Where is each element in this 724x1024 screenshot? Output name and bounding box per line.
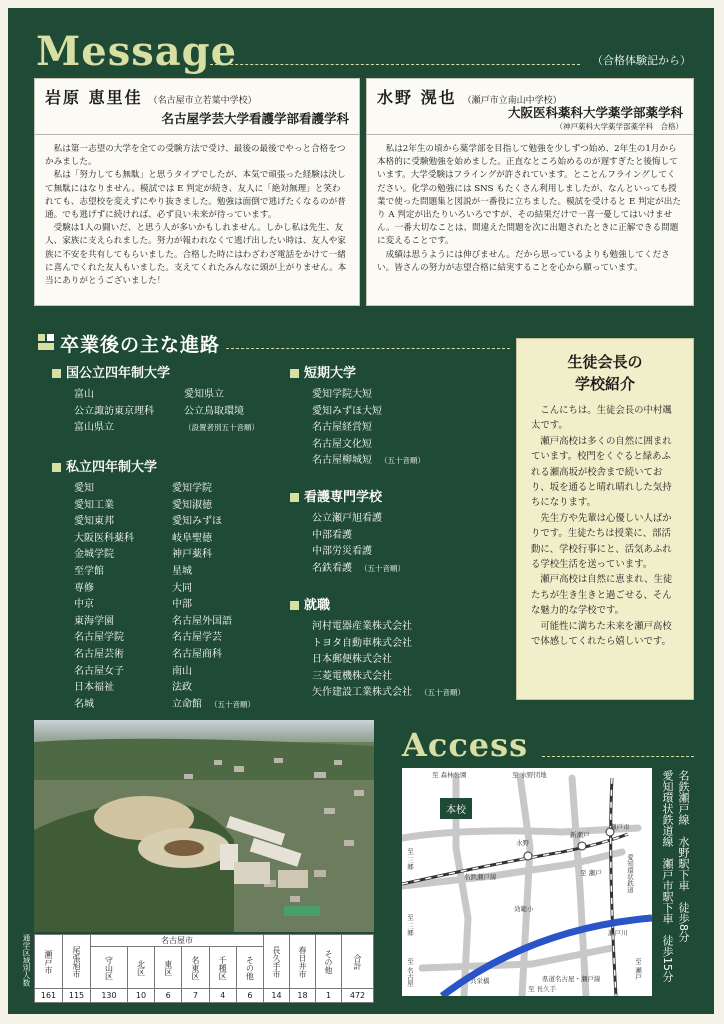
list-item: 名城 (74, 698, 94, 710)
list-item: 名古屋商科 (172, 648, 222, 660)
map-label: 至 名古屋 (406, 958, 414, 987)
table-header: 千種区 (218, 955, 228, 980)
president-para: 瀬戸高校は自然に恵まれ、生徒たちが生き生きと過ごせる、そんな魅力的な学校です。 (531, 574, 673, 617)
map-label: 愛知環状鉄道 (626, 854, 634, 893)
list-item: 岐阜聖徳 (172, 532, 212, 544)
table-header: 長久手市 (272, 945, 281, 978)
list-item: 神戸薬科 (172, 549, 212, 561)
group-heading: 私立四年制大学 (66, 460, 158, 475)
student-other-pass: （神戸薬科大学薬学部薬学科 合格） (555, 122, 683, 131)
table-cell: 6 (236, 989, 263, 1003)
stats-table (34, 934, 374, 1003)
list-item: 至学館 (74, 565, 104, 577)
table-header: 春日井市 (298, 945, 307, 978)
bullet-square-icon (290, 601, 299, 610)
table-cell: 18 (290, 989, 316, 1003)
campus-aerial-photo (34, 720, 374, 932)
access-rule (542, 756, 694, 757)
group-private (52, 456, 292, 717)
group-heading: 看護専門学校 (304, 490, 383, 505)
testimonial-para: 私は2年生の頃から薬学部を目指して勉強を少しずつ始め、2年生の1月から本格的に受験勉強を始めました。正直なところ始めるのが遅すぎたと後悔しています。大学受験はフライングが許されています。とことんフライングしてください。化学の勉強には SNS もたくさん利用しましたが、なんといっても授業で使った問題集と図説が一番役に立ちました。模試を受けると E 判定が出たり A 判定が出たりいろいろですが、その結果だけで一喜一憂してはいけません。一番大切なことは、間違えた問題を次に出題されたときに正解できる問題に変えることです。 (377, 144, 681, 247)
group-national (52, 362, 292, 439)
map-label: 瀬戸市 (610, 823, 630, 831)
list-item: 大同 (172, 582, 192, 594)
testimonial-para: 私は「努力しても無駄」と思うタイプでしたが、本気で頑張った経験は決して無駄にはなりません。模試では E 判定が続き、友人に「絶対無理」と笑われても、志望校を変えずにやり抜きました。勉強は面倒で逃げたくなるのが普通。でも逃げずに続ければ、必ず良い未来が待っています。 (45, 170, 346, 221)
list-item: 金城学院 (74, 549, 114, 561)
map-label: 至 瀬戸 (580, 869, 602, 877)
table-group-header: 名古屋市 (91, 935, 264, 947)
table-cell: 161 (35, 989, 63, 1003)
map-school-marker: 本校 (440, 798, 472, 819)
page (8, 8, 714, 1014)
testimonial-para: 受験は1人の闘いだ、と思う人が多いかもしれません。しかし私は先生、友人、家族に支えられました。努力が報われなくて逃げ出したい時は、友人や家族に不安を共有してもらいました。合格した時にはわざわざ電話をかけて一緒に喜んでくれた友人もいました。支えてくれたみんなに頭が上がりません。本当にありがとうございました！ (45, 223, 347, 287)
map-label: 至 三郷 (406, 914, 414, 936)
group-junior (290, 362, 510, 470)
map-label: 至 森林公園 (432, 771, 467, 779)
list-item: 中部 (172, 599, 192, 611)
list-item: 名古屋外国語 (172, 615, 232, 627)
group-heading: 就職 (304, 598, 331, 613)
bullet-square-icon (290, 493, 299, 502)
list-item: 公立瀬戸旭看護 (312, 513, 382, 524)
president-para: 先生方や先輩は心優しい人ばかりです。生徒たちは授業に、部活動に、学校行事にと、活気あふれる学校生活を送っています。 (531, 512, 672, 571)
table-cell: 10 (127, 989, 154, 1003)
table-cell: 130 (91, 989, 128, 1003)
list-item: 名古屋経営短 (312, 422, 372, 434)
map-label: 至 長久手 (528, 985, 557, 993)
list-item: 名鉄看護 (312, 562, 352, 574)
list-item: 法政 (172, 682, 192, 694)
table-cell: 7 (182, 989, 209, 1003)
list-item: 矢作建設工業株式会社 (312, 687, 412, 699)
access-line-1: 名鉄瀬戸線 水野駅下車 徒歩8分 (677, 770, 690, 942)
list-item: 日本郵便株式会社 (312, 654, 392, 666)
access-line-2: 愛知環状鉄道線 瀬戸市駅下車 徒歩15分 (661, 770, 674, 982)
list-note: （五十音順） (360, 563, 405, 573)
president-box (516, 338, 694, 700)
list-item: 富山県立 (74, 422, 114, 434)
list-item: 中部看護 (312, 529, 352, 541)
list-item: 三菱電機株式会社 (312, 670, 392, 682)
student-name: 水野 滉也 (377, 88, 457, 107)
message-tag: （合格体験記から） (592, 54, 691, 67)
map-label: 瀬戸川 (608, 929, 628, 937)
list-item: 名古屋芸術 (74, 648, 124, 660)
career-title: 卒業後の主な進路 (60, 334, 221, 356)
list-item: 南山 (172, 665, 192, 677)
map-label: 共栄橋 (470, 977, 490, 985)
list-item: 公立諏訪東京理科 (74, 405, 154, 417)
list-item: 中部労災看護 (312, 546, 372, 558)
president-para: 瀬戸高校は多くの自然に囲まれています。校門をくぐると緑あふれる瀬高坂が校舎まで続いており、坂を通ると晴れ晴れした気持ちになります。 (531, 435, 672, 509)
student-dept: 名古屋学芸大学看護学部看護学科 (161, 111, 349, 126)
list-item: 立命館 (172, 698, 202, 710)
message-rule (210, 64, 580, 65)
list-item: 名古屋女子 (74, 665, 124, 677)
list-item: 愛知東邦 (74, 516, 114, 528)
map-label: 新瀬戸 (570, 831, 590, 839)
table-cell: 115 (63, 989, 91, 1003)
list-item: 愛知淑徳 (172, 499, 212, 511)
list-item: 星城 (172, 565, 192, 577)
testimonial-card-1 (34, 78, 360, 306)
list-item: 名古屋学芸 (172, 632, 222, 644)
table-header: その他 (324, 949, 333, 974)
group-job (290, 594, 516, 702)
testimonial-para: 私は第一志望の大学を全ての受験方法で受け、最後の最後でやっと合格をつかみました。 (45, 144, 346, 168)
table-cell: 6 (155, 989, 182, 1003)
map-label: 水野 (516, 839, 529, 847)
bullet-square-icon (290, 369, 299, 378)
map-label: 至 瀬戸 (634, 958, 642, 980)
list-item: 愛知みずほ (172, 516, 222, 528)
president-title: 生徒会長の (567, 353, 643, 371)
list-item: 大阪医科薬科 (74, 532, 134, 544)
table-header: 名東区 (190, 955, 200, 980)
list-item: 富山 (74, 389, 94, 400)
group-nursing (290, 486, 510, 577)
list-item: トヨタ自動車株式会社 (312, 637, 412, 649)
president-subtitle: 学校紹介 (574, 375, 635, 393)
list-item: 名古屋文化短 (312, 438, 372, 450)
student-school: （名古屋市立若葉中学校） (148, 96, 257, 106)
bullet-square-icon (52, 463, 61, 472)
table-row (35, 989, 374, 1003)
list-item: 愛知学院 (172, 483, 212, 494)
table-header: その他 (245, 955, 255, 980)
president-para: こんにちは。生徒会長の中村颯太です。 (531, 405, 672, 432)
map-label: 至 水野団地 (512, 771, 547, 779)
list-item: 愛知学院大短 (312, 389, 372, 400)
list-item: 愛知 (74, 483, 94, 494)
group-heading: 国公立四年制大学 (66, 366, 171, 381)
student-name: 岩原 恵里佳 (45, 88, 143, 107)
bullet-square-icon (52, 369, 61, 378)
list-item: 公立鳥取環境 (184, 405, 244, 417)
stats-label: 通学区域別人数 (22, 934, 31, 987)
list-item: 日本福祉 (74, 682, 114, 694)
table-cell: 472 (342, 989, 374, 1003)
list-item: 愛知みずほ大短 (312, 405, 382, 417)
student-school: （瀬戸市立南山中学校） (462, 96, 562, 106)
list-item: 中京 (74, 599, 94, 611)
student-dept: 大阪医科薬科大学薬学部薬学科 (507, 105, 683, 120)
message-title: Message (36, 28, 238, 75)
list-note: （五十音順） (420, 688, 465, 698)
testimonial-card-2 (366, 78, 694, 306)
list-item: 名古屋学院 (74, 632, 124, 644)
table-header: 守山区 (104, 955, 114, 980)
access-map (402, 768, 652, 996)
testimonial-para: 成績は思うようには伸びません。だから思っているよりも勉強してください。皆さんの努力が志望合格に結実することを心から願っています。 (377, 249, 670, 273)
section-square-icon (38, 334, 54, 350)
table-cell: 1 (316, 989, 342, 1003)
map-label: 至 三郷 (406, 848, 414, 870)
list-item: 愛知県立 (184, 389, 224, 400)
group-heading: 短期大学 (304, 366, 357, 381)
map-label: 効範小 (514, 905, 534, 913)
list-note: （五十音順） (380, 456, 425, 466)
list-item: 東海学園 (74, 615, 114, 627)
list-note: （設置者別五十音順） (184, 423, 259, 433)
table-header: 北区 (136, 959, 146, 976)
table-cell: 14 (264, 989, 290, 1003)
access-title: Access (402, 726, 529, 764)
list-item: 名古屋柳城短 (312, 455, 372, 467)
table-header: 東区 (163, 959, 173, 976)
map-label: 名鉄瀬戸線 (464, 873, 497, 881)
list-item: 愛知工業 (74, 499, 114, 511)
table-header: 瀬戸市 (44, 949, 53, 974)
list-item: 河村電器産業株式会社 (312, 621, 412, 632)
list-note: （五十音順） (210, 699, 255, 709)
career-rule (226, 348, 510, 349)
list-item: 専修 (74, 582, 94, 594)
president-para: 可能性に満ちた未来を瀬戸高校で体感してくれたら嬉しいです。 (531, 620, 672, 648)
table-header: 尾張旭市 (72, 945, 81, 978)
table-cell: 4 (209, 989, 236, 1003)
map-label: 県道名古屋・瀬戸線 (542, 975, 601, 983)
table-header: 合計 (353, 953, 362, 970)
